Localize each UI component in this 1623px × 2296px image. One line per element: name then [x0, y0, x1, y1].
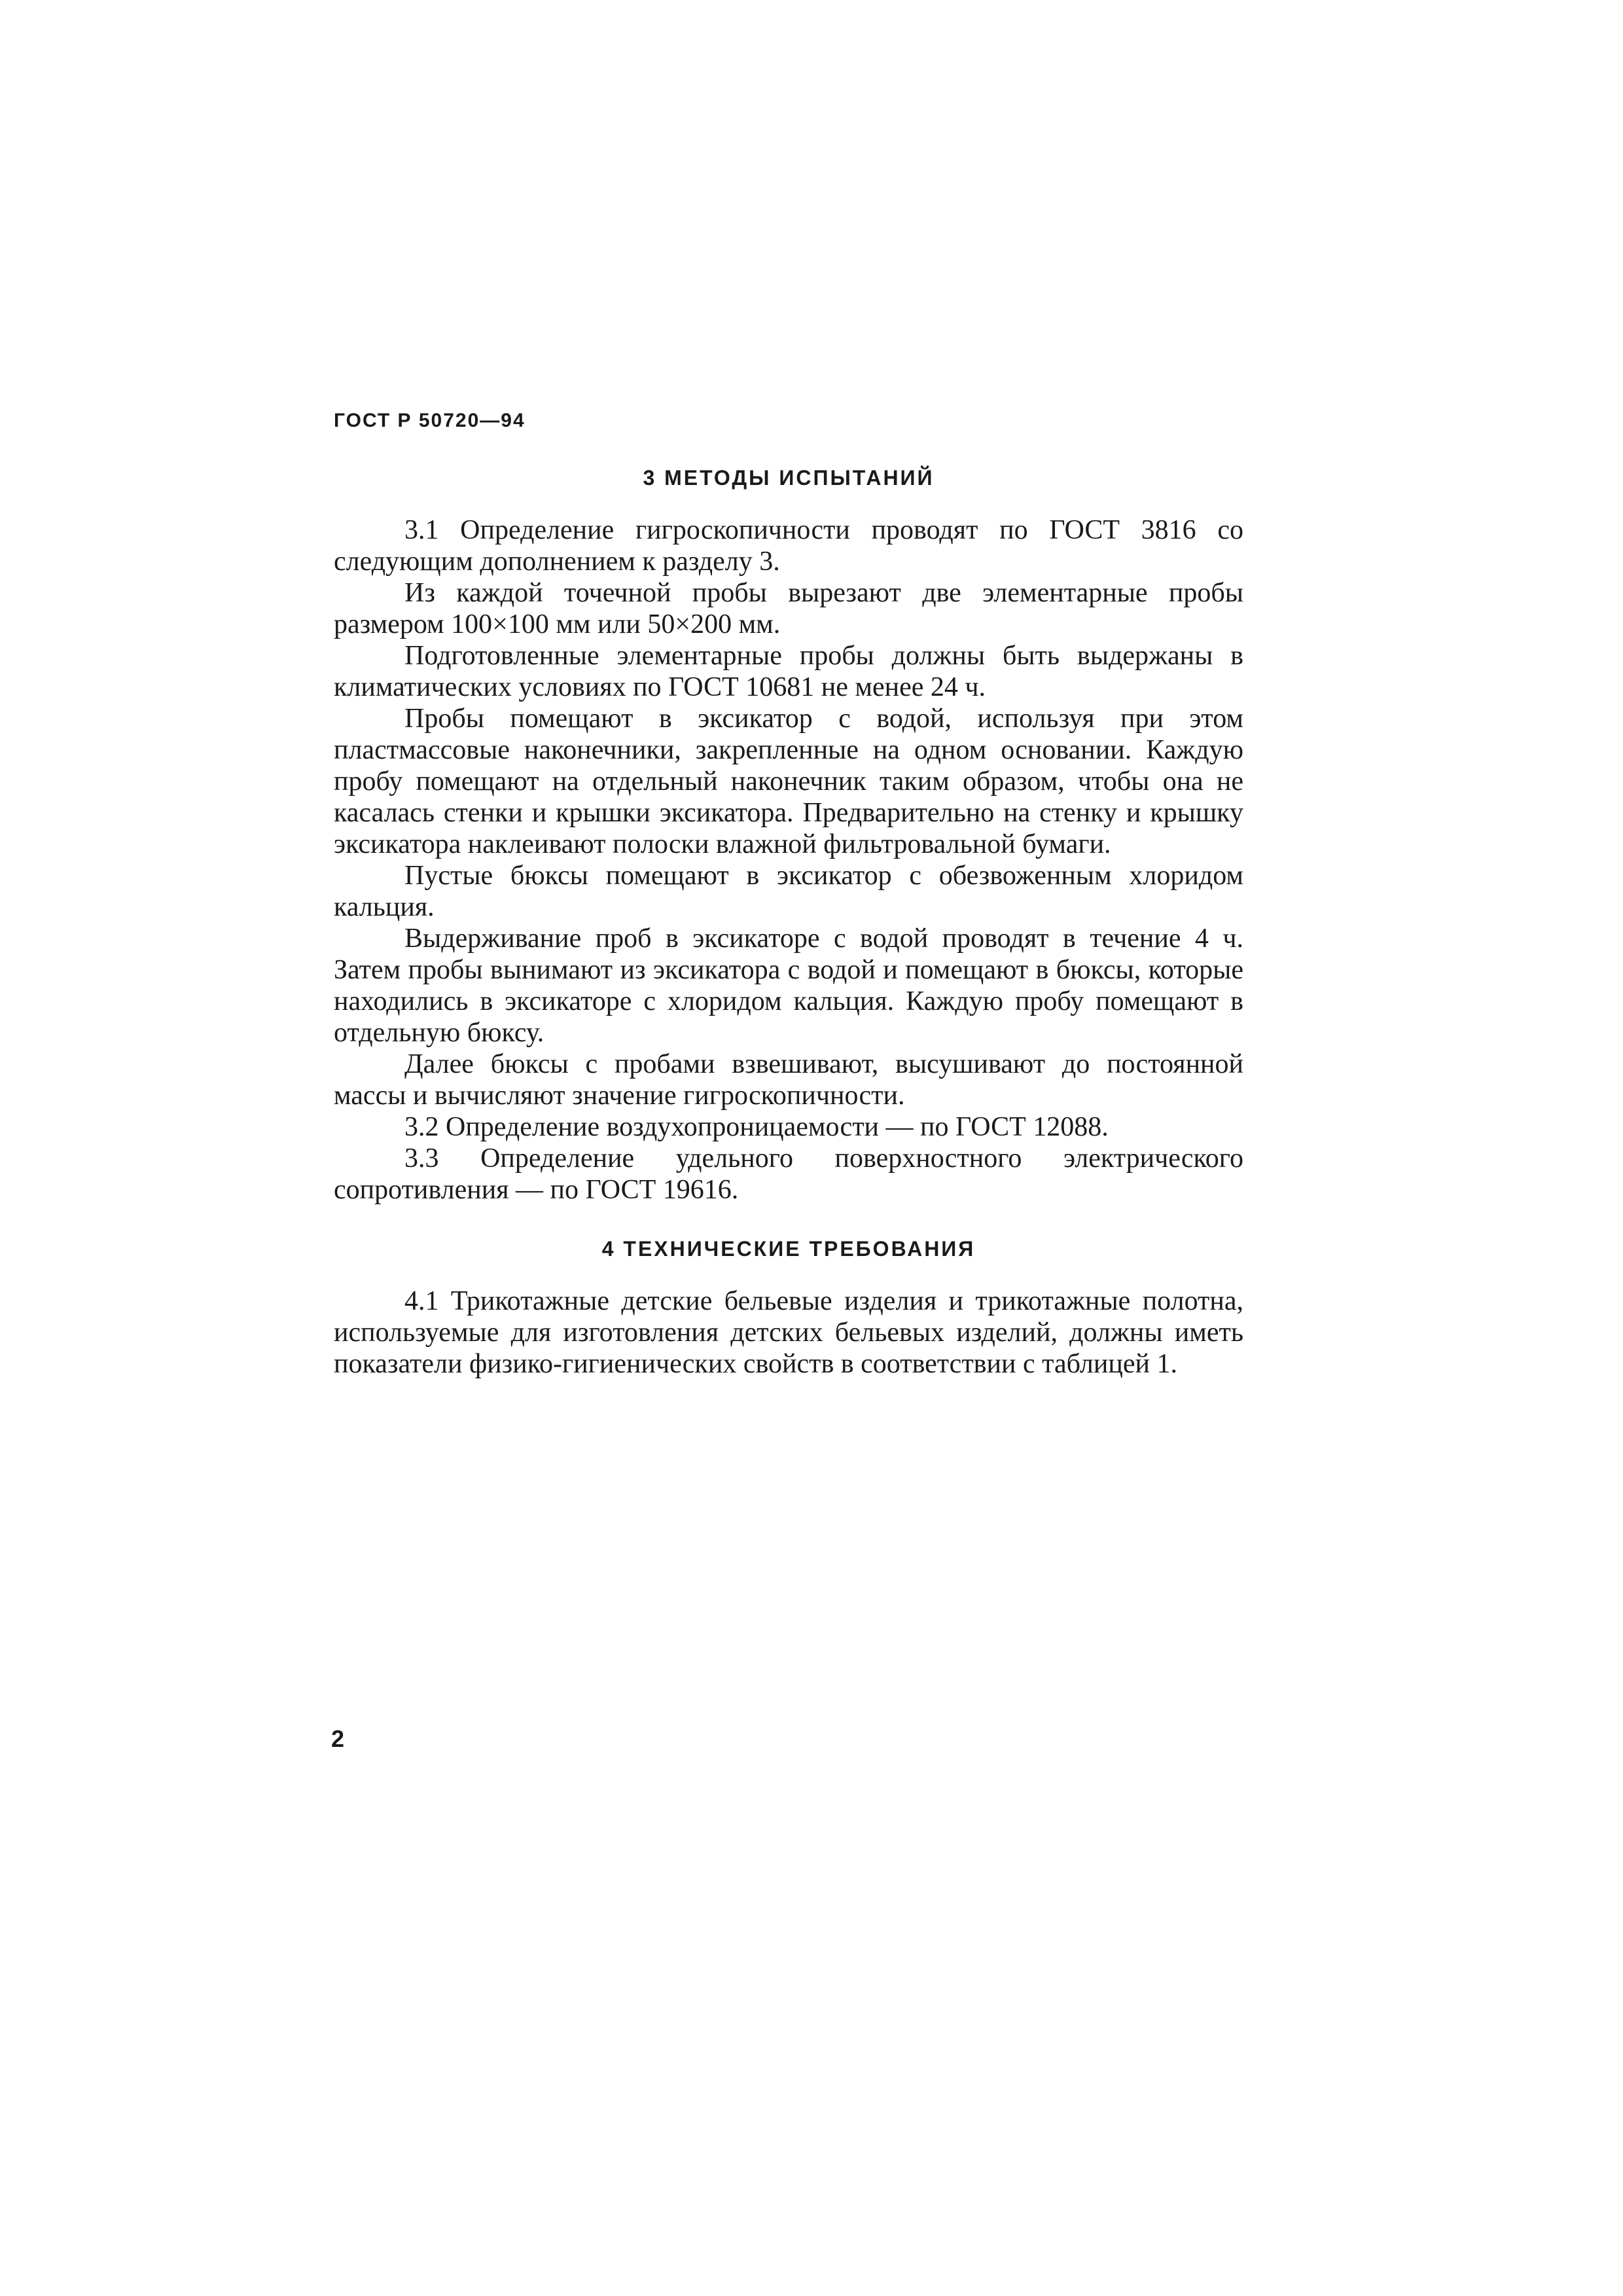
document-header: ГОСТ Р 50720—94	[334, 410, 526, 431]
paragraph-3-3: 3.3 Определение удельного поверхностного электрического сопротивления — по ГОСТ 19616.	[334, 1143, 1243, 1205]
paragraph-empty-bottles: Пустые бюксы помещают в эксикатор с обезвоженным хлоридом кальция.	[334, 861, 1243, 922]
paragraph-conditioning: Подготовленные элементарные пробы должны быть выдержаны в климатических условиях по ГОСТ 10681 не менее 24 ч.	[334, 641, 1243, 702]
page-number: 2	[331, 1725, 345, 1752]
section-4-heading: 4 ТЕХНИЧЕСКИЕ ТРЕБОВАНИЯ	[601, 1237, 976, 1261]
document-body	[334, 458, 1243, 1380]
paragraph-exposure: Выдерживание проб в эксикаторе с водой проводят в течение 4 ч. Затем пробы вынимают из эксикатора с водой и помещают в бюксы, которые находились в эксикаторе с хлоридом кальция. Каждую пробу помещают в отдельную бюксу.	[334, 924, 1243, 1048]
paragraph-4-1: 4.1 Трикотажные детские бельевые изделия и трикотажные полотна, используемые для изготовления детских бельевых изделий, должны иметь показатели физико-гигиенических свойств в соответствии с таблицей 1.	[334, 1286, 1243, 1379]
paragraph-sample-cutting: Из каждой точечной пробы вырезают две элементарные пробы размером 100×100 мм или 50×200 мм.	[334, 578, 1243, 639]
paragraph-desiccator-placement: Пробы помещают в эксикатор с водой, используя при этом пластмассовые наконечники, закрепленные на одном основании. Каждую пробу помещают на отдельный наконечник таким образом, чтобы она не касалась стенки и крышки эксикатора. Предварительно на стенку и крышку эксикатора наклеивают полоски влажной фильтровальной бумаги.	[334, 704, 1243, 859]
paragraph-3-1: 3.1 Определение гигроскопичности проводят по ГОСТ 3816 со следующим дополнением к разделу 3.	[334, 515, 1243, 577]
section-3-heading: 3 МЕТОДЫ ИСПЫТАНИЙ	[643, 466, 935, 490]
paragraph-weighing: Далее бюксы с пробами взвешивают, высушивают до постоянной массы и вычисляют значение гигроскопичности.	[334, 1049, 1243, 1111]
paragraph-3-2: 3.2 Определение воздухопроницаемости — по ГОСТ 12088.	[404, 1112, 1109, 1142]
